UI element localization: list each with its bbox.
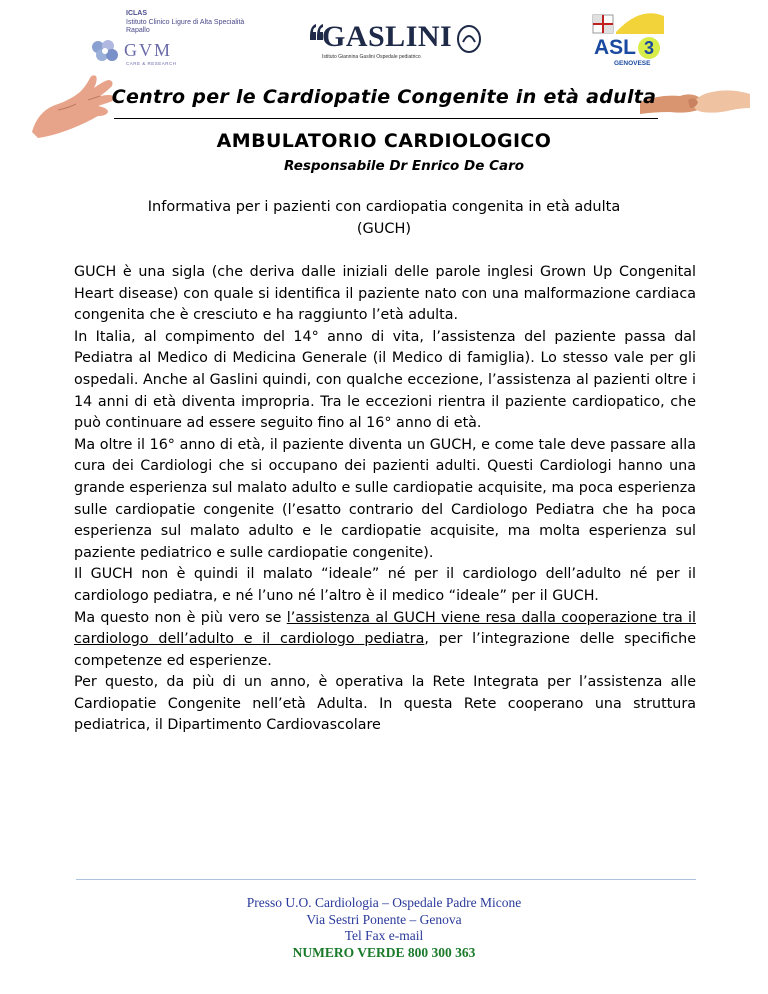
body-text (74, 262, 696, 737)
centre-title: Centro per le Cardiopatie Congenite in età adulta (111, 86, 657, 108)
gvm-subtitle: CARE & RESEARCH (126, 61, 177, 66)
paragraph-4: Il GUCH non è quindi il malato “ideale” né per il cardiologo dell’adulto né per il cardiologo pediatra, e né l’uno né l’altro è il medico “ideale” per il GUCH. (74, 566, 696, 604)
footer-divider (76, 879, 696, 880)
ambulatorio-title: AMBULATORIO CARDIOLOGICO (216, 130, 552, 152)
asl-banner-icon (616, 12, 664, 34)
iclas-line-2: Istituto Clinico Ligure di Alta Specialità (126, 18, 245, 26)
footer (0, 895, 768, 961)
paragraph-5-start: Ma questo non è più vero se (74, 609, 287, 626)
gaslini-subtitle: Istituto Giannina Gaslini Ospedale pediatrico (322, 54, 421, 60)
title-divider (114, 118, 658, 119)
gaslini-wordmark: GASLINI (322, 20, 453, 53)
asl-wordmark (594, 36, 660, 60)
iclas-line-3: Rapallo (126, 27, 150, 34)
asl-name: ASL (594, 36, 636, 59)
iclas-gvm-logo (88, 10, 288, 75)
gaslini-logo (308, 18, 483, 68)
paragraph-1: GUCH è una sigla (che deriva dalle iniziali delle parole inglesi Grown Up Congenital Heart disease) con quale si identifica il paziente nato con una malformazione cardiaca congenita che è cresciuto e ha raggiunto l’età adulta. (74, 264, 696, 324)
iclas-text (126, 10, 244, 36)
footer-contacts: Tel Fax e-mail (344, 928, 424, 943)
asl-subtitle: GENOVESE (614, 60, 651, 67)
paragraph-2: In Italia, al compimento del 14° anno di vita, l’assistenza del paziente passa dal Pediatra al Medico di Medicina Generale (il Medico di famiglia). Lo stesso vale per gli ospedali. Anche al Gaslini quindi, con qualche eccezione, l’assistenza al pazienti oltre i 14 anni di età diventa impropria. Tra le eccezioni rientra il paziente cardiopatico, che può continuare ad essere seguito fino al 16° anno di età. (74, 328, 696, 432)
paragraph-5-underlined: l’assistenza al GUCH viene resa dalla cooperazione tra il cardiologo dell’adulto e il cardiologo pediatra (74, 609, 696, 648)
paragraph-3: Ma oltre il 16° anno di età, il paziente diventa un GUCH, e come tale deve passare alla cura dei Cardiologi che si occupano dei pazienti adulti. Questi Cardiologi hanno una grande esperienza sul malato adulto e sulle cardiopatie acquisite, ma poca esperienza sulle cardiopatie congenite (l’esatto contrario del Cardiologo Pediatra che ha poca esperienza sul malato adulto e le cardiopatie acquisite, ma molta esperienza sul paziente pediatrico e sulle cardiopatie congenite). (74, 436, 696, 561)
asl-number: 3 (638, 37, 660, 59)
footer-toll-free: NUMERO VERDE 800 300 363 (292, 944, 476, 960)
footer-address-2: Via Sestri Ponente – Genova (306, 911, 462, 927)
footer-address-1: Presso U.O. Cardiologia – Ospedale Padre Micone (246, 895, 522, 910)
asl-logo (592, 12, 664, 74)
asl-crest-icon (592, 14, 614, 34)
iclas-line-1: ICLAS (126, 10, 147, 17)
gvm-wordmark: GVM (124, 40, 173, 60)
responsabile-line: Responsabile Dr Enrico De Caro (283, 158, 525, 174)
info-line-2: (GUCH) (356, 221, 412, 237)
paragraph-5-end: , per l’integrazione delle specifiche competenze ed esperienze. (74, 631, 696, 669)
info-heading (0, 196, 768, 240)
paragraph-5 (74, 608, 696, 673)
paragraph-6: Per questo, da più di un anno, è operativa la Rete Integrata per l’assistenza alle Cardiopatie Congenite nell’età Adulta. In questa Rete cooperano una struttura pediatrica, il Dipartimento Cardiovascolare (74, 674, 696, 734)
info-line-1: Informativa per i pazienti con cardiopatia congenita in età adulta (147, 199, 621, 215)
gaslini-emblem-icon (456, 24, 482, 54)
gvm-flower-icon (88, 38, 122, 64)
